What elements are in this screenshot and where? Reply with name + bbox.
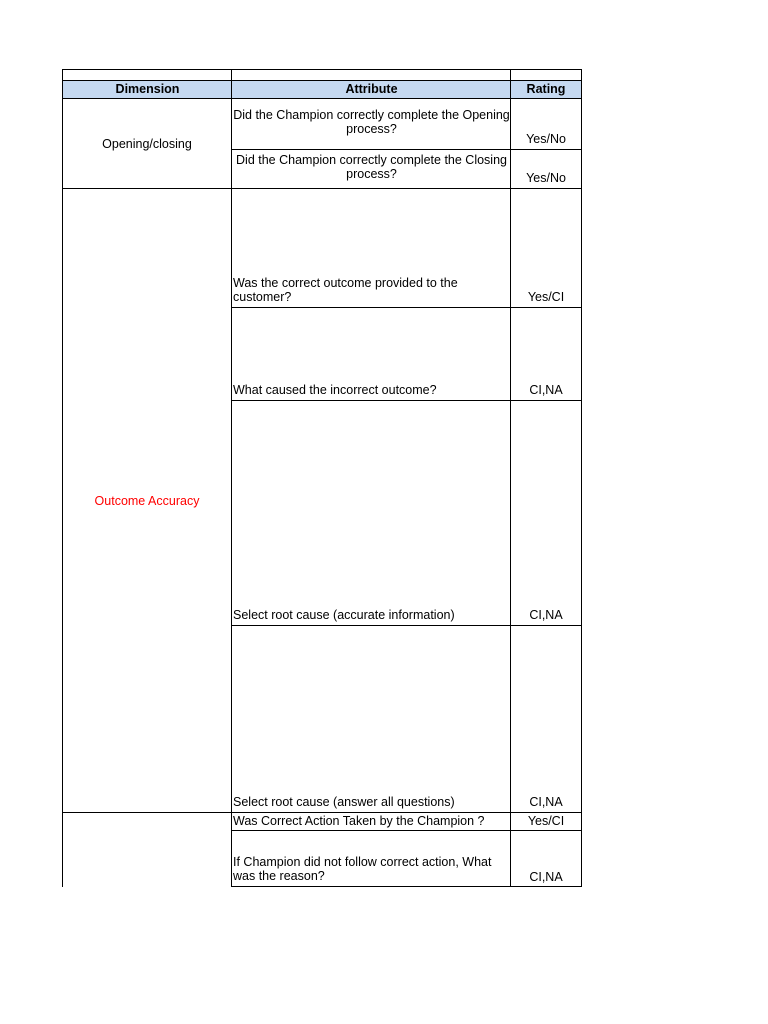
- grid-line: [63, 80, 582, 81]
- dimension-outcome-accuracy: [63, 189, 231, 812]
- dimension-opening-closing: [63, 99, 231, 188]
- attribute-text: Did the Champion correctly complete the Closing process?: [236, 153, 507, 181]
- grid-line: [232, 830, 582, 831]
- rating-text: CI,NA: [529, 383, 563, 397]
- grid-line: [231, 69, 232, 887]
- grid-line: [232, 886, 582, 887]
- rating-cell: [511, 795, 581, 809]
- attribute-text: If Champion did not follow correct action, What was the reason?: [233, 855, 492, 883]
- attribute-text: Was the correct outcome provided to the customer?: [233, 276, 458, 304]
- grid-line: [63, 812, 582, 813]
- header-attribute: [232, 80, 511, 98]
- attribute-text: Was Correct Action Taken by the Champion ?: [233, 814, 485, 828]
- attribute-cell: [233, 814, 510, 828]
- header-rating: [511, 80, 581, 98]
- rating-text: Yes/No: [526, 171, 566, 185]
- rating-cell: [511, 290, 581, 304]
- dimension-label: Outcome Accuracy: [94, 493, 200, 508]
- header-rating-label: Rating: [526, 82, 566, 96]
- dimension-label: Opening/closing: [102, 136, 192, 151]
- rating-text: CI,NA: [529, 608, 563, 622]
- grid-line: [510, 69, 511, 887]
- header-attribute-label: Attribute: [345, 82, 398, 96]
- rating-text: CI,NA: [529, 870, 563, 884]
- grid-line: [581, 69, 582, 887]
- rating-text: Yes/CI: [527, 814, 565, 828]
- header-dimension: [63, 80, 232, 98]
- attribute-text: Select root cause (accurate information): [233, 608, 455, 622]
- attribute-cell: [232, 108, 511, 136]
- grid-line: [232, 625, 582, 626]
- attribute-cell: [233, 608, 510, 622]
- attribute-text: Did the Champion correctly complete the Opening process?: [233, 108, 510, 136]
- attribute-cell: [233, 276, 483, 304]
- rating-cell: [511, 132, 581, 146]
- rating-text: Yes/CI: [527, 290, 565, 304]
- attribute-cell: [232, 153, 511, 181]
- header-dimension-label: Dimension: [115, 82, 180, 96]
- attribute-text: What caused the incorrect outcome?: [233, 383, 437, 397]
- grid-line: [63, 69, 582, 70]
- attribute-cell: [233, 383, 510, 397]
- attribute-cell: [233, 855, 505, 883]
- rating-cell: [511, 383, 581, 397]
- rating-cell: [511, 608, 581, 622]
- grid-line: [232, 307, 582, 308]
- rating-cell: [511, 814, 581, 828]
- attribute-text: Select root cause (answer all questions): [233, 795, 455, 809]
- rating-cell: [511, 171, 581, 185]
- grid-line: [232, 149, 582, 150]
- grid-line: [232, 400, 582, 401]
- rating-text: CI,NA: [529, 795, 563, 809]
- rating-cell: [511, 870, 581, 884]
- attribute-cell: [233, 795, 510, 809]
- rating-text: Yes/No: [526, 132, 566, 146]
